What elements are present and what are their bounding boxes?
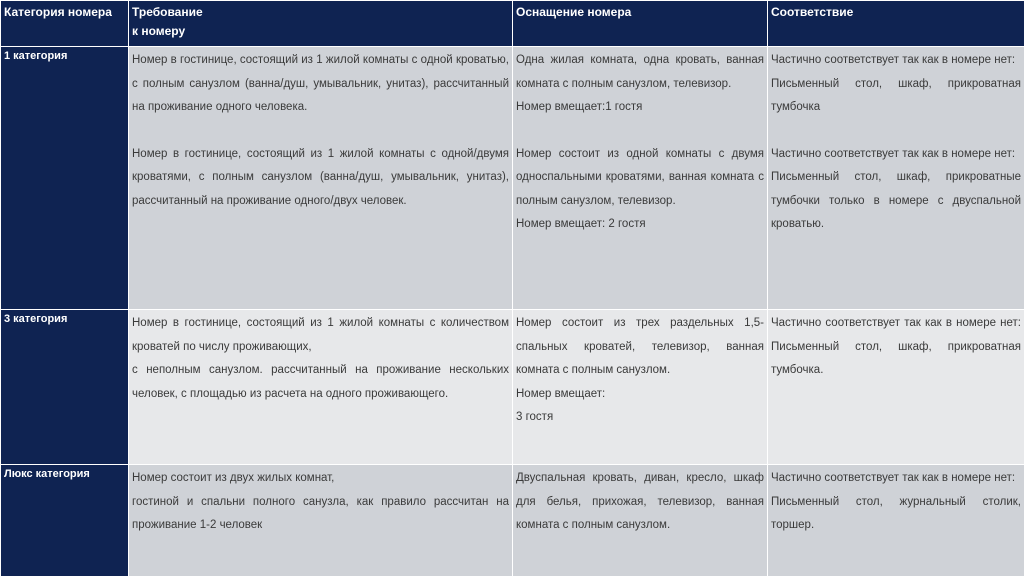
equipment-text: 3 гостя — [516, 406, 764, 430]
requirement-text: Номер состоит из двух жилых комнат, — [132, 467, 509, 491]
row-category-cell: 1 категория — [1, 47, 129, 310]
equipment-text: Номер вмещает: — [516, 383, 764, 407]
compliance-text: Письменный стол, журнальный столик, торшер. — [771, 491, 1021, 538]
equipment-cell — [513, 47, 768, 310]
equipment-text: Одна жилая комната, одна кровать, ванная комната с полным санузлом, телевизор. — [516, 49, 764, 96]
equipment-text: Номер вмещает: 2 гостя — [516, 213, 764, 237]
requirement-cell — [129, 465, 513, 577]
row-category-cell: Люкс категория — [1, 465, 129, 577]
requirement-text: с неполным санузлом. рассчитанный на проживание нескольких человек, с площадью из расчета на одного проживающего. — [132, 359, 509, 406]
compliance-text: Письменный стол, шкаф, прикроватная тумбочка — [771, 73, 1021, 120]
equipment-cell — [513, 310, 768, 465]
header-equipment: Оснащение номера — [513, 1, 768, 47]
equipment-cell — [513, 465, 768, 577]
row-category-cell: 3 категория — [1, 310, 129, 465]
compliance-text: Частично соответствует так как в номере нет: Письменный стол, шкаф, прикроватная тумбочка. — [771, 312, 1021, 383]
header-requirement: Требование к номеру — [129, 1, 513, 47]
compliance-cell — [768, 310, 1024, 465]
table-row — [1, 465, 1024, 577]
header-row — [1, 1, 1024, 47]
requirement-text: Номер в гостинице, состоящий из 1 жилой комнаты с одной/двумя кроватями, с полным санузлом (ванна/душ, умывальник, унитаз), рассчитанный на проживание одного/двух человек. — [132, 143, 509, 214]
header-category: Категория номера — [1, 1, 129, 47]
requirement-cell — [129, 310, 513, 465]
equipment-text: Номер состоит из одной комнаты с двумя односпальными кроватями, ванная комната с полным санузлом, телевизор. — [516, 143, 764, 214]
compliance-text: Частично соответствует так как в номере нет: — [771, 467, 1021, 491]
equipment-text: Двуспальная кровать, диван, кресло, шкаф для белья, прихожая, телевизор, ванная комната с полным санузлом. — [516, 467, 764, 538]
requirement-cell — [129, 47, 513, 310]
header-compliance: Соответствие — [768, 1, 1024, 47]
compliance-cell — [768, 47, 1024, 310]
requirement-text: Номер в гостинице, состоящий из 1 жилой комнаты с количеством кроватей по числу проживающих, — [132, 312, 509, 359]
compliance-cell — [768, 465, 1024, 577]
compliance-text: Частично соответствует так как в номере нет: — [771, 49, 1021, 73]
table-row — [1, 310, 1024, 465]
table-row — [1, 47, 1024, 310]
compliance-text: Письменный стол, шкаф, прикроватные тумбочки только в номере с двуспальной кроватью. — [771, 166, 1021, 237]
requirement-text: гостиной и спальни полного санузла, как правило рассчитан на проживание 1-2 человек — [132, 491, 509, 538]
equipment-text: Номер состоит из трех раздельных 1,5-спальных кроватей, телевизор, ванная комната с полным санузлом. — [516, 312, 764, 383]
requirement-text: Номер в гостинице, состоящий из 1 жилой комнаты с одной кроватью, с полным санузлом (ванна/душ, умывальник, унитаз), рассчитанный на проживание одного человека. — [132, 49, 509, 120]
compliance-text: Частично соответствует так как в номере нет: — [771, 143, 1021, 167]
equipment-text: Номер вмещает:1 гостя — [516, 96, 764, 120]
